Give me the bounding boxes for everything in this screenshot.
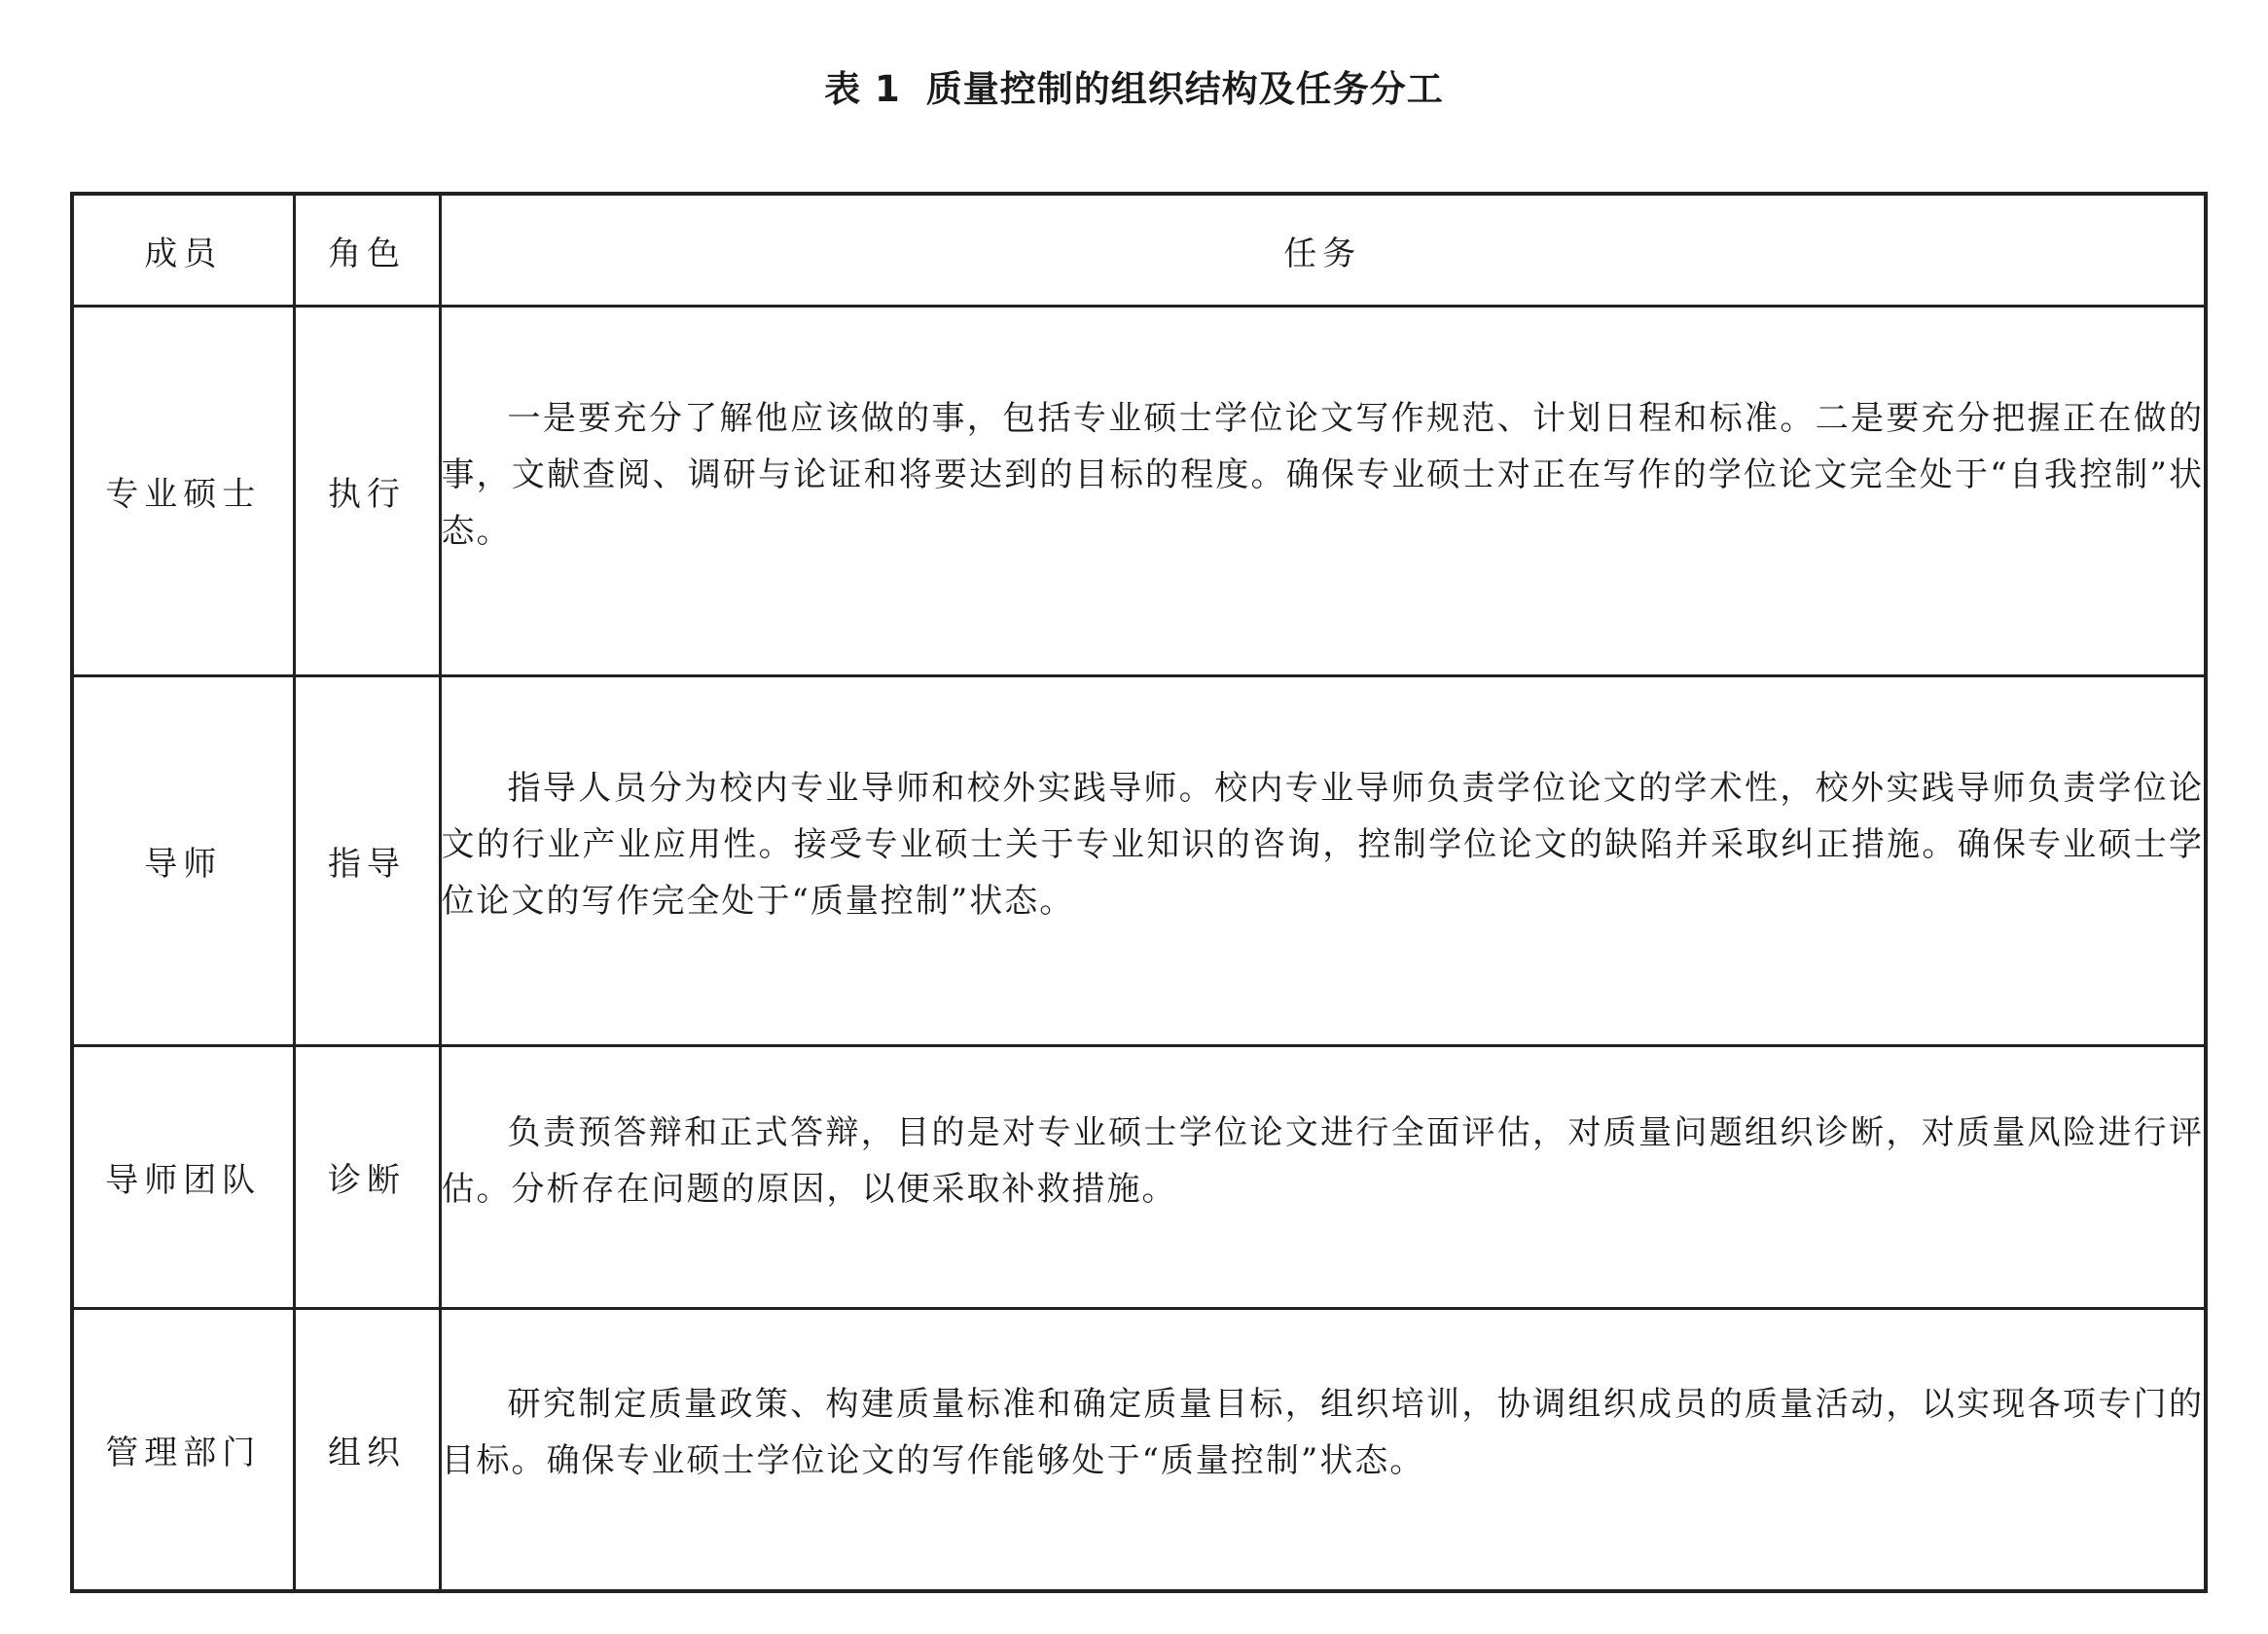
role-cell: 诊断	[294, 1046, 440, 1309]
task-text: 负责预答辩和正式答辩，目的是对专业硕士学位论文进行全面评估，对质量问题组织诊断，对质量风险进行评估。分析存在问题的原因，以便采取补救措施。	[441, 1112, 2204, 1209]
role-cell: 指导	[294, 676, 440, 1046]
task-cell	[440, 1046, 2206, 1309]
header-task: 任务	[440, 194, 2206, 307]
table-number: 表 1	[824, 68, 901, 110]
task-cell	[440, 307, 2206, 676]
role-cell: 组织	[294, 1309, 440, 1591]
role-cell: 执行	[294, 307, 440, 676]
task-cell	[440, 676, 2206, 1046]
table-row	[72, 307, 2206, 676]
header-member: 成员	[72, 194, 294, 307]
task-text: 研究制定质量政策、构建质量标准和确定质量目标，组织培训，协调组织成员的质量活动，以实现各项专门的目标。确保专业硕士学位论文的写作能够处于“质量控制”状态。	[441, 1385, 2204, 1481]
task-text: 一是要充分了解他应该做的事，包括专业硕士学位论文写作规范、计划日程和标准。二是要充分把握正在做的事，文献查阅、调研与论证和将要达到的目标的程度。确保专业硕士对正在写作的学位论文完全处于“自我控制”状态。	[441, 398, 2204, 551]
table-header-row	[72, 194, 2206, 307]
table-title: 质量控制的组织结构及任务分工	[925, 68, 1444, 110]
member-cell: 导师团队	[72, 1046, 294, 1309]
quality-control-table	[70, 192, 2208, 1593]
task-text: 指导人员分为校内专业导师和校外实践导师。校内专业导师负责学位论文的学术性，校外实践导师负责学位论文的行业产业应用性。接受专业硕士关于专业知识的咨询，控制学位论文的缺陷并采取纠正措施。确保专业硕士学位论文的写作完全处于“质量控制”状态。	[441, 768, 2204, 921]
table-row	[72, 1309, 2206, 1591]
task-cell	[440, 1309, 2206, 1591]
table-row	[72, 1046, 2206, 1309]
header-role: 角色	[294, 194, 440, 307]
member-cell: 管理部门	[72, 1309, 294, 1591]
member-cell: 导师	[72, 676, 294, 1046]
member-cell: 专业硕士	[72, 307, 294, 676]
table-row	[72, 676, 2206, 1046]
table-caption	[0, 60, 2268, 119]
